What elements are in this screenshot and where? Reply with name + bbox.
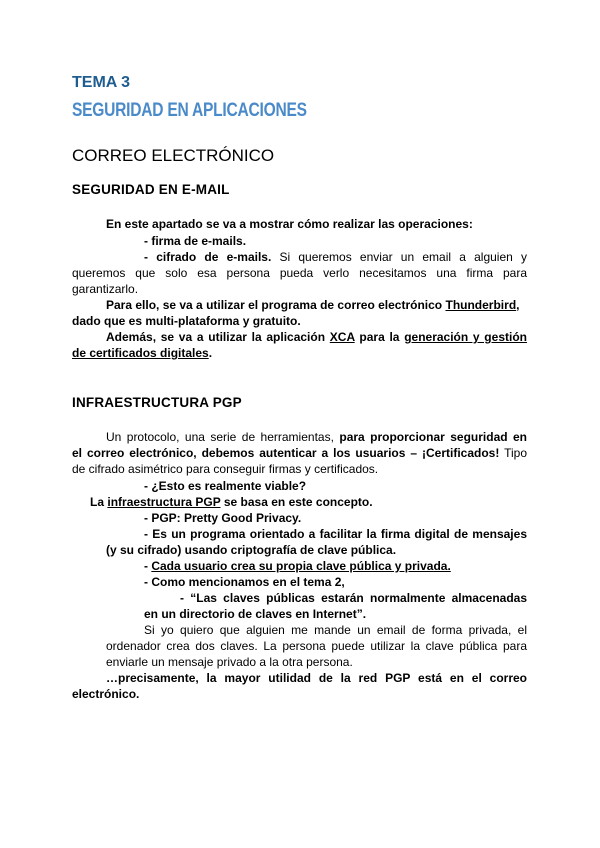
para-xca: [106, 329, 527, 345]
para-xca-mid: para la: [359, 330, 400, 344]
para-thunderbird: [106, 297, 520, 313]
section-heading-pgp: INFRAESTRUCTURA PGP: [72, 395, 242, 410]
cifrado-label: - cifrado de e-mails.: [144, 250, 272, 264]
pgp-para1-line2: [72, 445, 527, 461]
si-line3: enviarle un mensaje privado a la otra persona.: [106, 655, 353, 669]
page-title: SEGURIDAD EN APLICACIONES: [72, 100, 307, 121]
quote-line2: en un directorio de claves en Internet”.: [144, 607, 367, 621]
subheading-seguridad-email: SEGURIDAD EN E-MAIL: [72, 182, 230, 197]
para-thunderbird-end: ,: [516, 298, 520, 312]
pgp-para1-line3: de cifrado asimétrico para conseguir firmas y certificados.: [72, 462, 379, 476]
pgp-para1-normal: Un protocolo, una serie de herramientas,: [106, 430, 334, 444]
pgp-para1-line1: [106, 429, 527, 445]
para-xca-line2: [72, 345, 212, 361]
pgp-para1-normal2: Tipo: [504, 446, 527, 460]
para-thunderbird-line2: dado que es multi-plataforma y gratuito.: [72, 314, 301, 328]
base-text-end: se basa en este concepto.: [223, 495, 373, 509]
each-user-line: [144, 558, 451, 574]
question-line: - ¿Esto es realmente viable?: [144, 479, 307, 493]
each-user-link[interactable]: Cada usuario crea su propia clave pública y privada.: [151, 559, 451, 573]
section-heading-correo: CORREO ELECTRÓNICO: [72, 146, 275, 165]
infraestructura-pgp-link[interactable]: infraestructura PGP: [107, 495, 221, 509]
pgp-definition: - PGP: Pretty Good Privacy.: [144, 511, 302, 525]
tema-label: TEMA 3: [72, 74, 131, 91]
cifrado-text-line3: garantizarlo.: [72, 282, 139, 296]
program-line1: - Es un programa orientado a facilitar la firma digital de mensajes: [144, 527, 527, 541]
thunderbird-link[interactable]: Thunderbird: [445, 298, 517, 312]
certificados-link-part2[interactable]: de certificados digitales: [72, 346, 209, 360]
list-item-firma: - firma de e-mails.: [144, 234, 247, 248]
xca-link[interactable]: XCA: [329, 330, 355, 344]
program-line2: (y su cifrado) usando criptografía de clave pública.: [106, 543, 397, 557]
para-xca-end: .: [208, 346, 213, 360]
final-line1: …precisamente, la mayor utilidad de la red PGP está en el correo: [106, 671, 527, 685]
pgp-para1-bold2: el correo electrónico, debemos autenticar a los usuarios – ¡Certificados!: [72, 446, 500, 460]
cifrado-text-line2: queremos que solo esa persona pueda verlo necesitamos una firma para: [72, 266, 527, 280]
list-item-cifrado: [144, 249, 527, 265]
pgp-para1-bold: para proporcionar seguridad en: [339, 430, 528, 444]
cifrado-text: Si queremos enviar un email a alguien y: [279, 250, 527, 264]
base-line: [90, 494, 373, 510]
quote-line1: - “Las claves públicas estarán normalmente almacenadas: [180, 591, 527, 605]
para-xca-text: Además, se va a utilizar la aplicación: [106, 330, 326, 344]
para-thunderbird-text: Para ello, se va a utilizar el programa de correo electrónico: [106, 298, 443, 312]
si-line2: ordenador crea dos claves. La persona puede utilizar la clave pública para: [106, 639, 527, 653]
final-line2: electrónico.: [72, 687, 140, 701]
certificados-link-part1[interactable]: generación y gestión: [404, 330, 527, 344]
como-line: - Como mencionamos en el tema 2,: [144, 575, 345, 589]
each-user-dash: -: [144, 559, 148, 573]
base-text: La: [90, 495, 105, 509]
si-line1: Si yo quiero que alguien me mande un email de forma privada, el: [144, 623, 527, 637]
intro-line: En este apartado se va a mostrar cómo realizar las operaciones:: [106, 217, 473, 231]
